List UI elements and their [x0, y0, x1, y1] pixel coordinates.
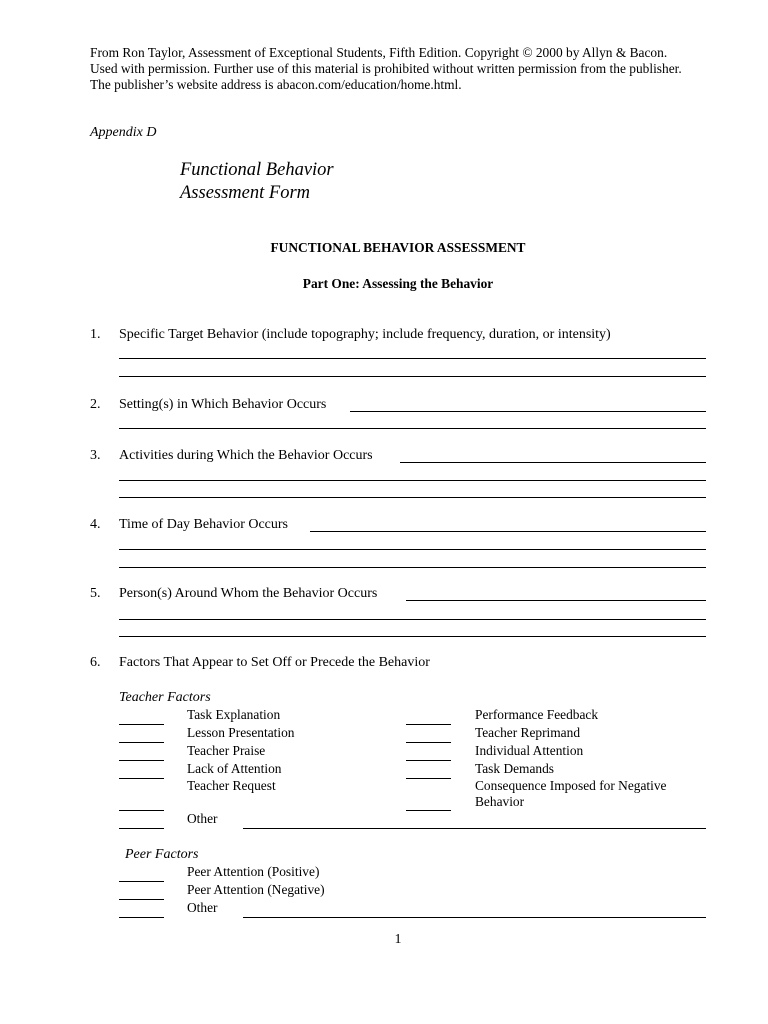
teacher-factor-blank[interactable] — [406, 742, 451, 743]
peer-factor-blank[interactable] — [119, 881, 164, 882]
teacher-factor-label: Lesson Presentation — [187, 725, 295, 740]
peer-factors-heading: Peer Factors — [125, 847, 199, 862]
item-2-number: 2. — [90, 397, 101, 412]
main-heading: FUNCTIONAL BEHAVIOR ASSESSMENT — [270, 240, 526, 255]
item-3-answer-line-2[interactable] — [119, 480, 706, 481]
item-5-answer-line-2[interactable] — [119, 619, 706, 620]
item-4-answer-line-2[interactable] — [119, 549, 706, 550]
copyright-line-2: Used with permission. Further use of this material is prohibited without written permission from the publisher. — [90, 61, 682, 76]
form-title-line-2: Assessment Form — [180, 183, 311, 203]
form-title-line-1: Functional Behavior — [180, 160, 334, 180]
teacher-factor-blank[interactable] — [406, 778, 451, 779]
teacher-factor-label: Lack of Attention — [187, 761, 282, 776]
teacher-other-label: Other — [187, 811, 218, 826]
item-4-answer-line-1[interactable] — [310, 531, 706, 532]
teacher-other-blank[interactable] — [119, 828, 164, 829]
peer-factor-label: Peer Attention (Negative) — [187, 882, 325, 897]
teacher-factor-blank[interactable] — [119, 760, 164, 761]
item-3-number: 3. — [90, 448, 101, 463]
teacher-factor-blank[interactable] — [119, 810, 164, 811]
teacher-factor-label: Teacher Praise — [187, 743, 266, 758]
teacher-factor-label: Teacher Request — [187, 778, 276, 793]
copyright-line-1: From Ron Taylor, Assessment of Exceptional Students, Fifth Edition. Copyright © 2000 by Allyn & Bacon. — [90, 45, 668, 60]
teacher-factor-label: Individual Attention — [475, 743, 584, 758]
item-4-number: 4. — [90, 517, 101, 532]
item-4-label: Time of Day Behavior Occurs — [119, 517, 289, 532]
peer-other-answer-line[interactable] — [243, 917, 706, 918]
item-5-answer-line-3[interactable] — [119, 636, 706, 637]
part-heading: Part One: Assessing the Behavior — [302, 276, 494, 291]
item-3-answer-line-1[interactable] — [400, 462, 706, 463]
item-5-number: 5. — [90, 586, 101, 601]
item-6-number: 6. — [90, 655, 101, 670]
peer-factor-label: Peer Attention (Positive) — [187, 864, 320, 879]
teacher-factor-blank[interactable] — [119, 742, 164, 743]
teacher-factor-label: Task Explanation — [187, 707, 281, 722]
teacher-factor-blank[interactable] — [119, 778, 164, 779]
item-1-number: 1. — [90, 327, 101, 342]
item-3-answer-line-3[interactable] — [119, 497, 706, 498]
peer-factor-blank[interactable] — [119, 899, 164, 900]
teacher-factor-label: Performance Feedback — [475, 707, 599, 722]
teacher-factor-label: Teacher Reprimand — [475, 725, 581, 740]
peer-other-blank[interactable] — [119, 917, 164, 918]
item-1-answer-line-2[interactable] — [119, 376, 706, 377]
item-6-label: Factors That Appear to Set Off or Precede the Behavior — [119, 655, 430, 670]
teacher-factors-heading: Teacher Factors — [119, 690, 211, 705]
item-2-label: Setting(s) in Which Behavior Occurs — [119, 397, 327, 412]
item-1-label: Specific Target Behavior (include topography; include frequency, duration, or intensity) — [119, 327, 611, 342]
peer-other-label: Other — [187, 900, 218, 915]
teacher-factor-label: Task Demands — [475, 761, 555, 776]
teacher-other-answer-line[interactable] — [243, 828, 706, 829]
teacher-factor-blank[interactable] — [119, 724, 164, 725]
page-number: 1 — [394, 932, 402, 947]
item-2-answer-line-1[interactable] — [350, 411, 706, 412]
teacher-factor-blank[interactable] — [406, 810, 451, 811]
copyright-line-3: The publisher’s website address is abacon.com/education/home.html. — [90, 77, 462, 92]
teacher-factor-label: Consequence Imposed for Negative — [475, 778, 667, 793]
teacher-factor-blank[interactable] — [406, 760, 451, 761]
item-3-label: Activities during Which the Behavior Occurs — [119, 448, 373, 463]
appendix-label: Appendix D — [90, 125, 157, 140]
item-5-answer-line-1[interactable] — [406, 600, 706, 601]
item-5-label: Person(s) Around Whom the Behavior Occurs — [119, 586, 378, 601]
item-1-answer-line-1[interactable] — [119, 358, 706, 359]
teacher-factor-label: Behavior — [475, 794, 525, 809]
item-2-answer-line-2[interactable] — [119, 428, 706, 429]
item-4-answer-line-3[interactable] — [119, 567, 706, 568]
teacher-factor-blank[interactable] — [406, 724, 451, 725]
